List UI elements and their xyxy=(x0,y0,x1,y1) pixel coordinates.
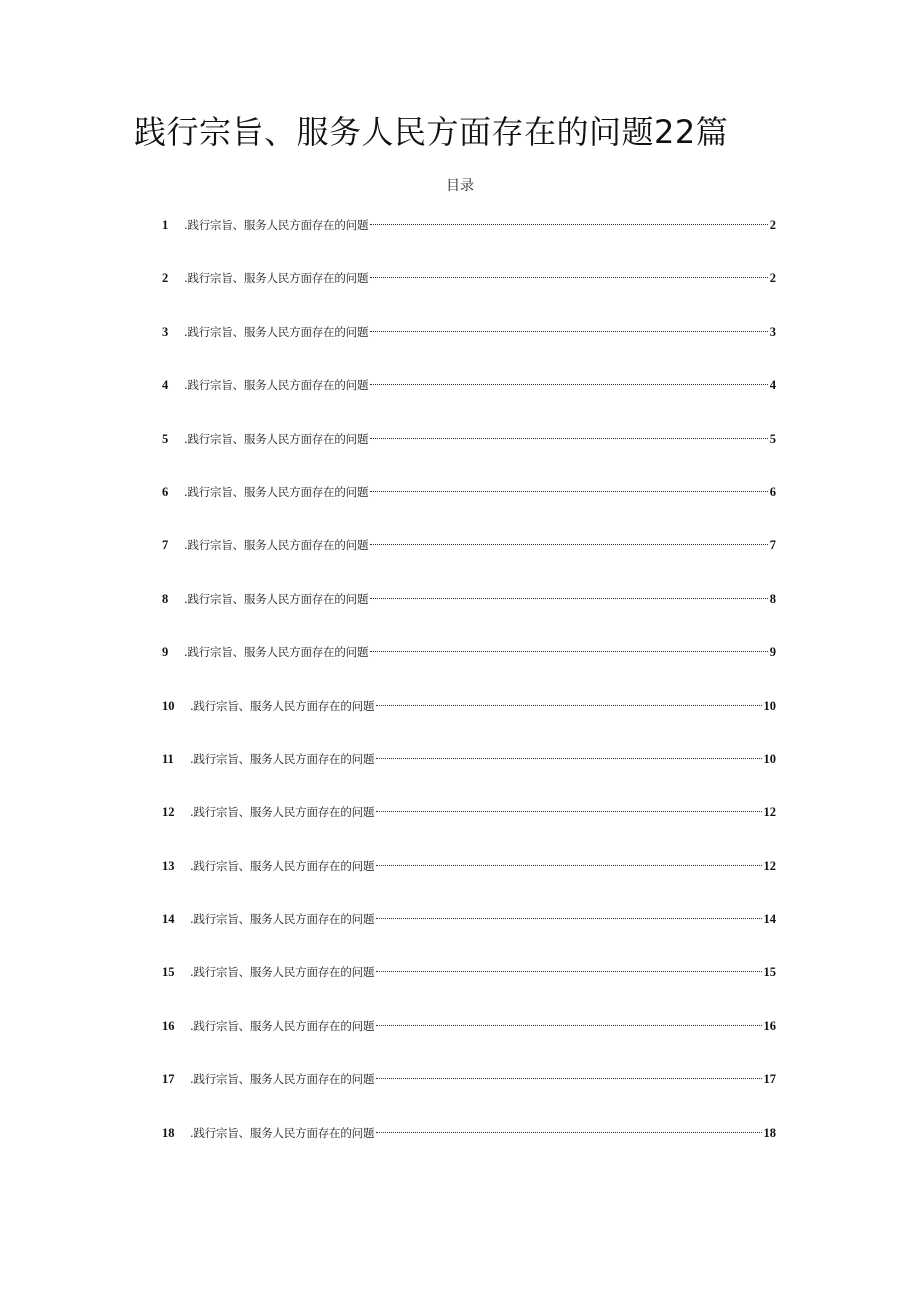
toc-entry-11[interactable] xyxy=(162,748,776,801)
toc-entry-title: .践行宗旨、服务人民方面存在的问题 xyxy=(190,751,375,766)
toc-entry-number: 12 xyxy=(162,805,175,820)
toc-entry-page: 4 xyxy=(769,378,776,393)
dot-leader xyxy=(376,811,761,812)
toc-entry-number: 11 xyxy=(162,751,174,766)
toc-entry-number: 3 xyxy=(162,324,169,339)
toc-entry-title: .践行宗旨、服务人民方面存在的问题 xyxy=(190,698,375,713)
dot-leader xyxy=(370,544,767,545)
dot-leader xyxy=(376,918,761,919)
toc-entry-title: .践行宗旨、服务人民方面存在的问题 xyxy=(184,538,369,553)
toc-entry-page: 14 xyxy=(763,912,776,927)
toc-entry-number: 14 xyxy=(162,912,175,927)
toc-entry-page: 5 xyxy=(769,431,776,446)
toc-entry-13[interactable] xyxy=(162,855,776,908)
toc-heading: 目录 xyxy=(446,178,474,194)
dot-leader xyxy=(370,651,767,652)
dot-leader xyxy=(370,491,767,492)
dot-leader xyxy=(370,331,767,332)
toc-entry-title: .践行宗旨、服务人民方面存在的问题 xyxy=(190,912,375,927)
toc-entry-page: 2 xyxy=(769,271,776,286)
toc-entry-page: 3 xyxy=(769,324,776,339)
toc-entry-title: .践行宗旨、服务人民方面存在的问题 xyxy=(184,645,369,660)
toc-entry-page: 17 xyxy=(763,1072,776,1087)
toc-entry-number: 15 xyxy=(162,965,175,980)
toc-entry-title: .践行宗旨、服务人民方面存在的问题 xyxy=(190,965,375,980)
toc-entry-number: 4 xyxy=(162,378,169,393)
toc-entry-number: 10 xyxy=(162,698,175,713)
toc-entry-number: 7 xyxy=(162,538,169,553)
toc-entry-17[interactable] xyxy=(162,1068,776,1121)
toc-entry-page: 18 xyxy=(763,1125,776,1140)
toc-entry-6[interactable] xyxy=(162,481,776,534)
toc-entry-3[interactable] xyxy=(162,321,776,374)
toc-entry-number: 2 xyxy=(162,271,169,286)
dot-leader xyxy=(376,865,761,866)
toc-entry-page: 16 xyxy=(763,1018,776,1033)
dot-leader xyxy=(376,1025,761,1026)
toc-entry-14[interactable] xyxy=(162,908,776,961)
dot-leader xyxy=(370,598,767,599)
toc-entry-page: 10 xyxy=(763,751,776,766)
toc-entry-title: .践行宗旨、服务人民方面存在的问题 xyxy=(184,378,369,393)
toc-entry-4[interactable] xyxy=(162,374,776,427)
toc-entry-number: 13 xyxy=(162,858,175,873)
toc-entry-title: .践行宗旨、服务人民方面存在的问题 xyxy=(184,591,369,606)
toc-entry-title: .践行宗旨、服务人民方面存在的问题 xyxy=(184,324,369,339)
toc-entry-5[interactable] xyxy=(162,428,776,481)
dot-leader xyxy=(376,971,761,972)
toc-entry-title: .践行宗旨、服务人民方面存在的问题 xyxy=(190,1018,375,1033)
dot-leader xyxy=(370,224,767,225)
toc-entry-page: 9 xyxy=(769,645,776,660)
toc-entry-16[interactable] xyxy=(162,1015,776,1068)
toc-entry-number: 5 xyxy=(162,431,169,446)
toc-entry-page: 6 xyxy=(769,484,776,499)
toc-entry-title: .践行宗旨、服务人民方面存在的问题 xyxy=(190,1072,375,1087)
toc-entry-title: .践行宗旨、服务人民方面存在的问题 xyxy=(190,805,375,820)
dot-leader xyxy=(376,1078,761,1079)
dot-leader xyxy=(376,758,761,759)
toc-entry-page: 8 xyxy=(769,591,776,606)
table-of-contents xyxy=(162,214,776,1175)
toc-entry-title: .践行宗旨、服务人民方面存在的问题 xyxy=(184,218,369,232)
toc-entry-10[interactable] xyxy=(162,695,776,748)
toc-entry-number: 8 xyxy=(162,591,169,606)
toc-entry-title: .践行宗旨、服务人民方面存在的问题 xyxy=(184,271,369,286)
toc-entry-1[interactable] xyxy=(162,214,776,267)
toc-entry-number: 18 xyxy=(162,1125,175,1140)
toc-entry-title: .践行宗旨、服务人民方面存在的问题 xyxy=(184,431,369,446)
toc-entry-number: 6 xyxy=(162,484,169,499)
dot-leader xyxy=(370,277,767,278)
dot-leader xyxy=(370,438,767,439)
toc-entry-number: 9 xyxy=(162,645,169,660)
toc-entry-page: 7 xyxy=(769,538,776,553)
toc-entry-title: .践行宗旨、服务人民方面存在的问题 xyxy=(190,858,375,873)
document-title: 践行宗旨、服务人民方面存在的问题22篇 xyxy=(134,113,729,151)
toc-entry-12[interactable] xyxy=(162,801,776,854)
dot-leader xyxy=(376,1132,761,1133)
toc-entry-8[interactable] xyxy=(162,588,776,641)
toc-entry-2[interactable] xyxy=(162,267,776,320)
toc-entry-9[interactable] xyxy=(162,641,776,694)
toc-entry-page: 12 xyxy=(763,858,776,873)
toc-entry-page: 12 xyxy=(763,805,776,820)
dot-leader xyxy=(376,705,761,706)
toc-entry-7[interactable] xyxy=(162,534,776,587)
toc-entry-page: 15 xyxy=(763,965,776,980)
toc-entry-title: .践行宗旨、服务人民方面存在的问题 xyxy=(184,484,369,499)
toc-entry-number: 1 xyxy=(162,218,169,232)
toc-entry-page: 10 xyxy=(763,698,776,713)
toc-entry-15[interactable] xyxy=(162,961,776,1014)
toc-entry-title: .践行宗旨、服务人民方面存在的问题 xyxy=(190,1125,375,1140)
toc-entry-18[interactable] xyxy=(162,1122,776,1175)
dot-leader xyxy=(370,384,767,385)
toc-entry-number: 17 xyxy=(162,1072,175,1087)
toc-entry-number: 16 xyxy=(162,1018,175,1033)
toc-entry-page: 2 xyxy=(769,218,776,232)
